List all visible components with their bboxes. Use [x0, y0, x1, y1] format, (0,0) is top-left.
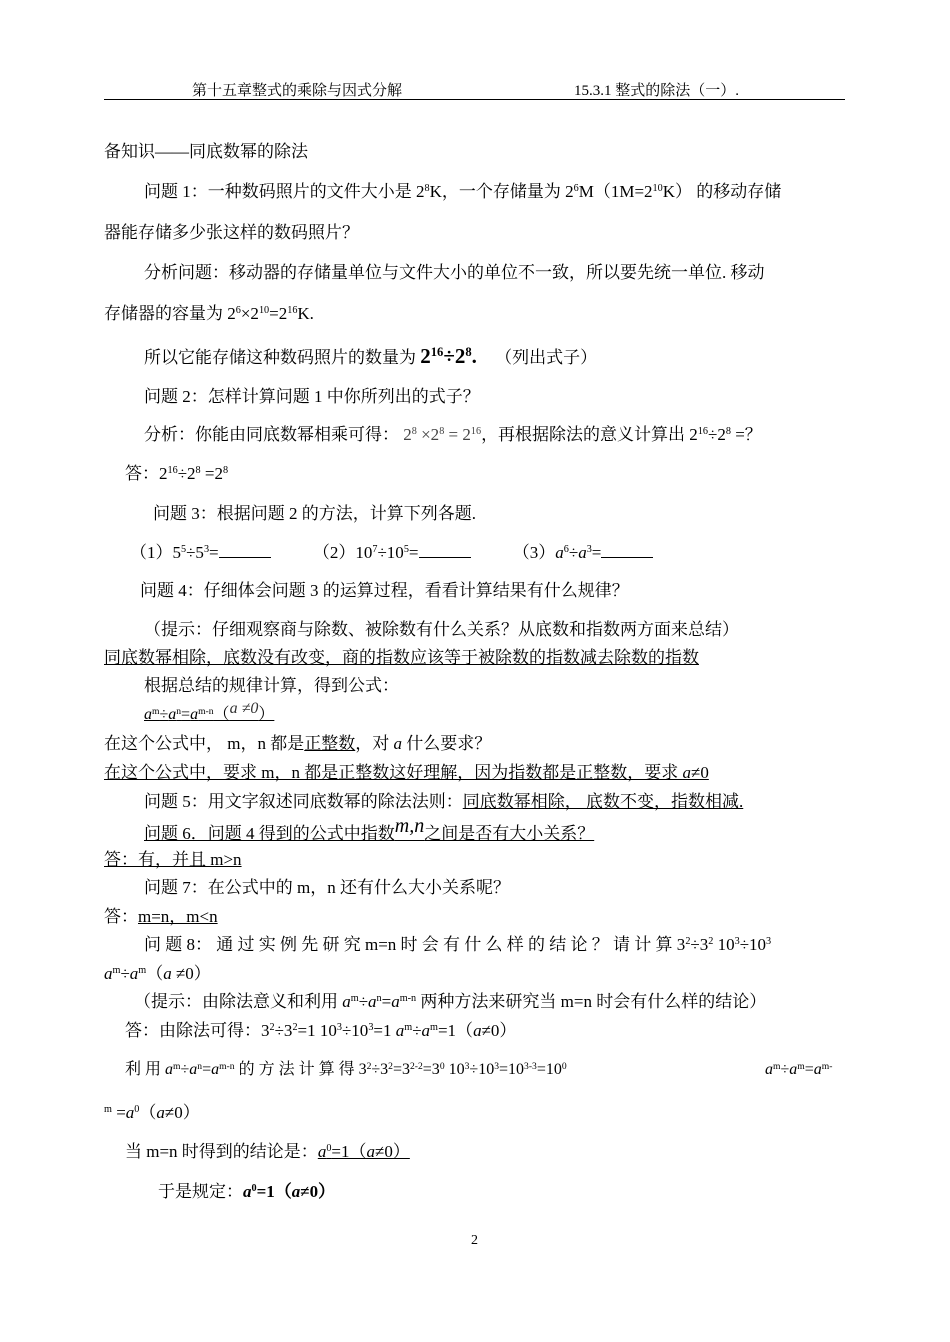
- answer-8: 答：由除法可得：$3^2\div 3^2=1$ $10^3\div 10^3=1$ $a^m\div a^m=1(a\ne 0)$: [125, 1021, 517, 1040]
- method-line2: $^m =a^0(a\ne 0)$: [104, 1103, 200, 1122]
- definition: 于是规定：$a^0=1(a\ne 0)$: [158, 1182, 336, 1201]
- exercise-2: $(2)10^7\div 10^5=$: [313, 543, 471, 562]
- rule-statement: 同底数幂相除，底数没有改变，商的指数应该等于被除数的指数减去除数的指数: [104, 648, 699, 667]
- hint-2: （提示：由除法意义和利用 $a^m\div a^n=a^{m-n}$ 两种方法来研究当 m=n 时会有什么样的结论）: [134, 992, 767, 1011]
- question-3: 问题 3：根据问题 2 的方法，计算下列各题.: [153, 504, 476, 523]
- question-6: 问题 6．问题 4 得到的公式中指数m,n之间是否有大小关系？: [144, 815, 595, 843]
- formula-question: 在这个公式中， m，n 都是正整数，对 a 什么要求？: [104, 734, 492, 753]
- conclusion-formula: $a^0=1(a\ne 0)$: [317, 1142, 410, 1161]
- question-1-line2: 器能存储多少张这样的数码照片？: [104, 223, 359, 242]
- answer-blank-2[interactable]: [419, 543, 471, 558]
- hint-1: （提示：仔细观察商与除数、被除数有什么关系？从底数和指数两方面来总结）: [144, 620, 739, 639]
- method-line: 利 用 $a^m\div a^n=a^{m-n}$ 的 方 法 计 算 得 $3^2\div 3^2=3^{2-2}=3^0$ $10^3\div 10^3=10^{3-3}=10^0$: [125, 1060, 567, 1078]
- formula-answer: 在这个公式中，要求 m，n 都是正整数这好理解，因为指数都是正整数，要求 a≠0: [104, 763, 709, 782]
- answer-blank-1[interactable]: [219, 543, 271, 558]
- exercise-3: $(3)a^6\div a^3=$: [513, 543, 654, 562]
- question-5: 问题 5：用文字叙述同底数幂的除法法则：同底数幂相除， 底数不变，指数相减.: [144, 792, 744, 811]
- question-1: 问题 1：一种数码照片的文件大小是 $2^8K$，一个存储量为 $2^6M(1M=2^{10}K)$ 的移动存储: [144, 182, 782, 201]
- derive-line: 根据总结的规律计算，得到公式：: [144, 676, 399, 695]
- question-7: 问题 7：在公式中的 m，n 还有什么大小关系呢？: [144, 878, 510, 897]
- header-chapter: 第十五章整式的乘除与因式分解: [192, 83, 403, 99]
- question-2: 问题 2：怎样计算问题 1 中你所列出的式子？: [144, 387, 480, 406]
- conclusion: 当 m=n 时得到的结论是：$a^0=1(a\ne 0)$: [125, 1142, 410, 1161]
- analysis-1-line2: 存储器的容量为 $2^6\times 2^{10}=2^{16}K$.: [104, 304, 314, 323]
- section-title: 备知识——同底数幂的除法: [104, 142, 308, 161]
- exercise-1: $(1)5^5\div 5^3=$: [130, 543, 271, 562]
- answer-blank-3[interactable]: [601, 543, 653, 558]
- question-4: 问题 4：仔细体会问题 3 的运算过程，看看计算结果有什么规律？: [140, 581, 629, 600]
- answer-6: 答：有，并且 m>n: [104, 850, 242, 869]
- division-expression: $2^{16}\div 2^8$.: [420, 344, 477, 368]
- method-line-tail: $a^m\div a^m=a^{m-}$: [765, 1060, 833, 1078]
- header-rule: [104, 99, 845, 100]
- analysis-1: 分析问题：移动器的存储量单位与文件大小的单位不一致，所以要先统一单位. 移动: [144, 263, 765, 282]
- question-8-line2: $a^m\div a^m(a \ne 0)$: [104, 964, 211, 983]
- product-formula: $2^8 \times 2^8 = 2^{16}$: [403, 425, 482, 444]
- page-number: 2: [471, 1233, 478, 1248]
- division-formula: $a^m\div a^n=a^{m-n}(a \ne 0)$: [144, 700, 275, 723]
- definition-formula: $a^0=1(a\ne 0)$: [243, 1182, 336, 1201]
- answer-7: 答：m=n，m<n: [104, 907, 218, 926]
- exercises: [130, 543, 653, 561]
- analysis-2: 分析：你能由同底数幂相乘可得： $2^8 \times 2^8 = 2^{16}$，再根据除法的意义计算出 $2^{16}\div 2^8$ =？: [144, 425, 762, 444]
- photo-count-line: 所以它能存储这种数码照片的数量为 $2^{16}\div 2^8$. （列出式子）: [144, 344, 598, 368]
- header-section: 15.3.1 整式的除法（一）.: [574, 83, 740, 99]
- question-8: 问 题 8： 通 过 实 例 先 研 究 m=n 时 会 有 什 么 样 的 结 论 ？ 请 计 算 $3^2\div 3^2$ $10^3\div 10^3$: [144, 935, 772, 954]
- answer-2: 答：$2^{16}\div 2^8 =2^8$: [125, 464, 229, 483]
